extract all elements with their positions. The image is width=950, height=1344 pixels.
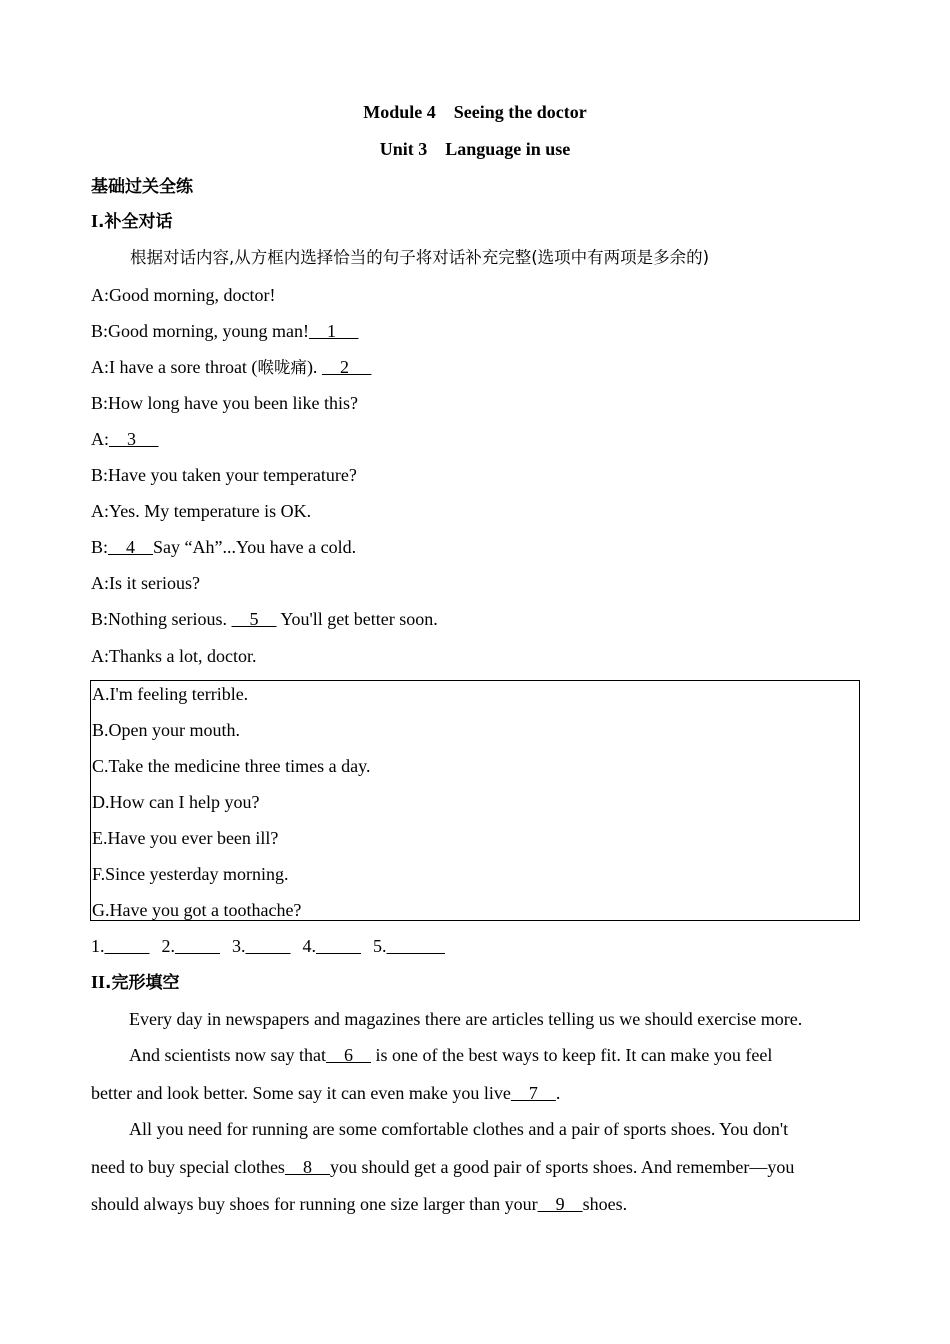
passage-text: . — [555, 1083, 561, 1103]
answer-line — [91, 935, 445, 957]
dialogue-line — [91, 428, 159, 450]
answer-number: 3. — [232, 936, 246, 956]
passage-line: All you need for running are some comfortable clothes and a pair of sports shoes. You don't — [129, 1119, 789, 1139]
part1-heading — [91, 210, 172, 233]
option-f: F.Since yesterday morning. — [92, 864, 289, 884]
dialogue-text: You'll get better soon. — [276, 609, 438, 629]
dialogue-text: B: — [91, 537, 109, 557]
part2-number: II — [91, 972, 106, 992]
part1-title: .补全对话 — [98, 212, 173, 232]
blank-2: 2 — [321, 357, 372, 377]
option-e: E.Have you ever been ill? — [92, 828, 279, 848]
dialogue-text: A:I have a sore throat ( — [91, 357, 258, 377]
dialogue-line — [91, 320, 359, 342]
section-heading — [91, 175, 193, 198]
part2-title: .完形填空 — [105, 973, 180, 993]
dialogue-line: A:Thanks a lot, doctor. — [91, 646, 257, 666]
answer-blank-2[interactable] — [175, 936, 220, 956]
passage-line — [91, 1193, 627, 1215]
unit-title: Unit 3 Language in use — [379, 139, 571, 159]
dialogue-text: ). — [306, 357, 322, 377]
passage-line — [91, 1156, 794, 1178]
passage-text: shoes. — [582, 1194, 628, 1214]
options-box — [90, 680, 860, 921]
option-b: B.Open your mouth. — [92, 720, 240, 740]
answer-number: 4. — [302, 936, 316, 956]
blank-7: 7 — [510, 1083, 556, 1103]
answer-number: 1. — [91, 936, 105, 956]
answer-blank-3[interactable] — [246, 936, 291, 956]
answer-number: 5. — [373, 936, 387, 956]
dialogue-line: B:How long have you been like this? — [91, 393, 358, 413]
blank-4: 4 — [108, 537, 154, 557]
option-a: A.I'm feeling terrible. — [92, 684, 249, 704]
passage-line — [129, 1044, 772, 1066]
passage-text: should always buy shoes for running one size larger than your — [91, 1194, 538, 1214]
dialogue-line: A:Yes. My temperature is OK. — [91, 501, 312, 521]
answer-number: 2. — [161, 936, 175, 956]
blank-6: 6 — [325, 1045, 371, 1065]
blank-1: 1 — [309, 321, 359, 341]
passage-text: And scientists now say that — [129, 1045, 326, 1065]
dialogue-line — [91, 356, 371, 379]
part2-heading — [91, 971, 179, 994]
part1-instruction: 根据对话内容,从方框内选择恰当的句子将对话补充完整(选项中有两项是多余的) — [130, 248, 710, 267]
dialogue-text: A: — [91, 429, 109, 449]
dialogue-text: Say “Ah”...You have a cold. — [153, 537, 357, 557]
blank-5: 5 — [231, 609, 277, 629]
part1-number: I — [91, 211, 99, 231]
dialogue-line: A:Is it serious? — [91, 573, 200, 593]
module-title: Module 4 Seeing the doctor — [363, 102, 587, 122]
answer-blank-1[interactable] — [105, 936, 150, 956]
blank-9: 9 — [537, 1194, 583, 1214]
answer-blank-4[interactable] — [316, 936, 361, 956]
passage-text: is one of the best ways to keep fit. It can make you feel — [370, 1045, 773, 1065]
dialogue-line: B:Have you taken your temperature? — [91, 465, 357, 485]
dialogue-gloss: 喉咙痛 — [257, 358, 307, 377]
dialogue-line — [91, 536, 356, 558]
dialogue-line: A:Good morning, doctor! — [91, 285, 276, 305]
passage-text: you should get a good pair of sports shoes. And remember—you — [329, 1157, 795, 1177]
option-c: C.Take the medicine three times a day. — [92, 756, 371, 776]
dialogue-line — [91, 608, 438, 630]
blank-8: 8 — [284, 1157, 330, 1177]
passage-line: Every day in newspapers and magazines there are articles telling us we should exercise more. — [129, 1009, 803, 1029]
option-d: D.How can I help you? — [92, 792, 260, 812]
section-heading-text: 基础过关全练 — [91, 177, 193, 197]
blank-3: 3 — [109, 429, 159, 449]
passage-text: need to buy special clothes — [91, 1157, 285, 1177]
dialogue-text: B:Nothing serious. — [91, 609, 232, 629]
dialogue-text: B:Good morning, young man! — [91, 321, 309, 341]
passage-text: better and look better. Some say it can even make you live — [91, 1083, 511, 1103]
answer-blank-5[interactable] — [387, 936, 446, 956]
passage-line — [91, 1082, 560, 1104]
option-g: G.Have you got a toothache? — [92, 900, 302, 920]
